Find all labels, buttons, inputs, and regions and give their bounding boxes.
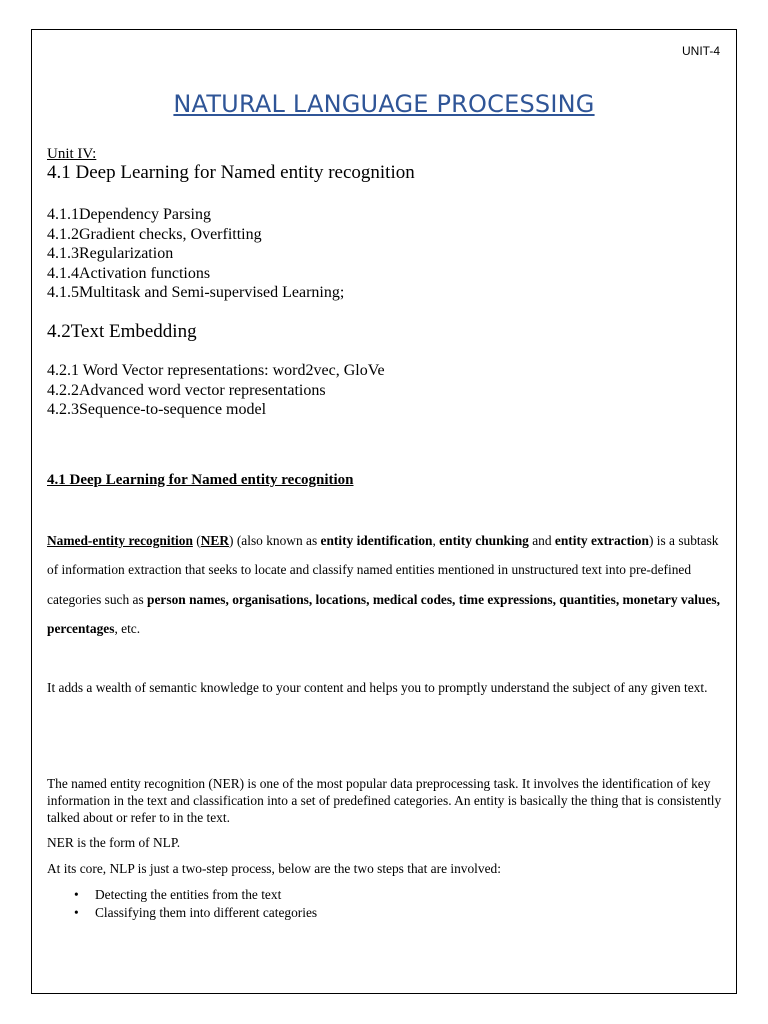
bold-term: entity chunking: [439, 533, 529, 548]
nlp-steps-list: [95, 886, 317, 921]
text-fragment: , etc.: [114, 621, 141, 637]
toc-item: 4.2.3Sequence-to-sequence model: [47, 401, 267, 419]
text-fragment: ) (also known as: [229, 533, 321, 548]
document-title: NATURAL LANGUAGE PROCESSING: [173, 90, 595, 118]
toc-item: 4.2.1 Word Vector representations: word2vec, GloVe: [47, 362, 385, 379]
unit-tag: UNIT-4: [681, 44, 720, 58]
list-item: • Classifying them into different categories: [95, 904, 317, 922]
toc-section2-list: [47, 361, 385, 420]
toc-item: 4.1.5Multitask and Semi-supervised Learning;: [47, 284, 345, 302]
ner-definition-paragraph: [47, 526, 723, 644]
text-fragment: ,: [432, 533, 440, 548]
bold-term: entity extraction: [554, 533, 649, 548]
list-item: • Detecting the entities from the text: [95, 886, 317, 904]
ner-form-line: NER is the form of NLP.: [47, 835, 181, 850]
bold-term: entity identification: [320, 533, 433, 548]
toc-item: 4.1.4Activation functions: [47, 264, 211, 282]
toc-item: 4.1.2Gradient checks, Overfitting: [47, 225, 262, 243]
text-fragment: (: [192, 533, 201, 548]
text-fragment: ) is a subtask of information extraction that seeks to locate and classify named entities mentioned in unstructured text into pre-defined categories such as: [47, 533, 719, 607]
nlp-steps-intro: At its core, NLP is just a two-step process, below are the two steps that are involved:: [47, 861, 501, 876]
toc-section1-list: [47, 205, 344, 303]
toc-section1-heading: 4.1 Deep Learning for Named entity recognition: [47, 162, 415, 183]
semantic-paragraph: It adds a wealth of semantic knowledge to your content and helps you to promptly understand the subject of any given text.: [47, 680, 708, 695]
toc-section2-heading: 4.2Text Embedding: [47, 321, 197, 342]
unit-label: Unit IV:: [47, 146, 97, 162]
toc-item: 4.2.2Advanced word vector representations: [47, 381, 326, 399]
toc-item: 4.1.1Dependency Parsing: [47, 206, 211, 223]
ner-term: Named-entity recognition: [47, 533, 193, 548]
bold-term: person names, organisations, locations, medical codes, time expressions, quantities, monetary values, percentages: [47, 591, 720, 637]
ner-popular-paragraph: The named entity recognition (NER) is one of the most popular data preprocessing task. It involves the identification of key information in the text and classification into a set of predefined categories. An entity is basically the thing that is consistently talked about or refer to in the text.: [47, 776, 722, 825]
text-fragment: and: [528, 533, 555, 548]
toc-item: 4.1.3Regularization: [47, 245, 174, 263]
ner-abbr: NER: [200, 533, 230, 548]
section-heading: 4.1 Deep Learning for Named entity recognition: [47, 472, 354, 488]
